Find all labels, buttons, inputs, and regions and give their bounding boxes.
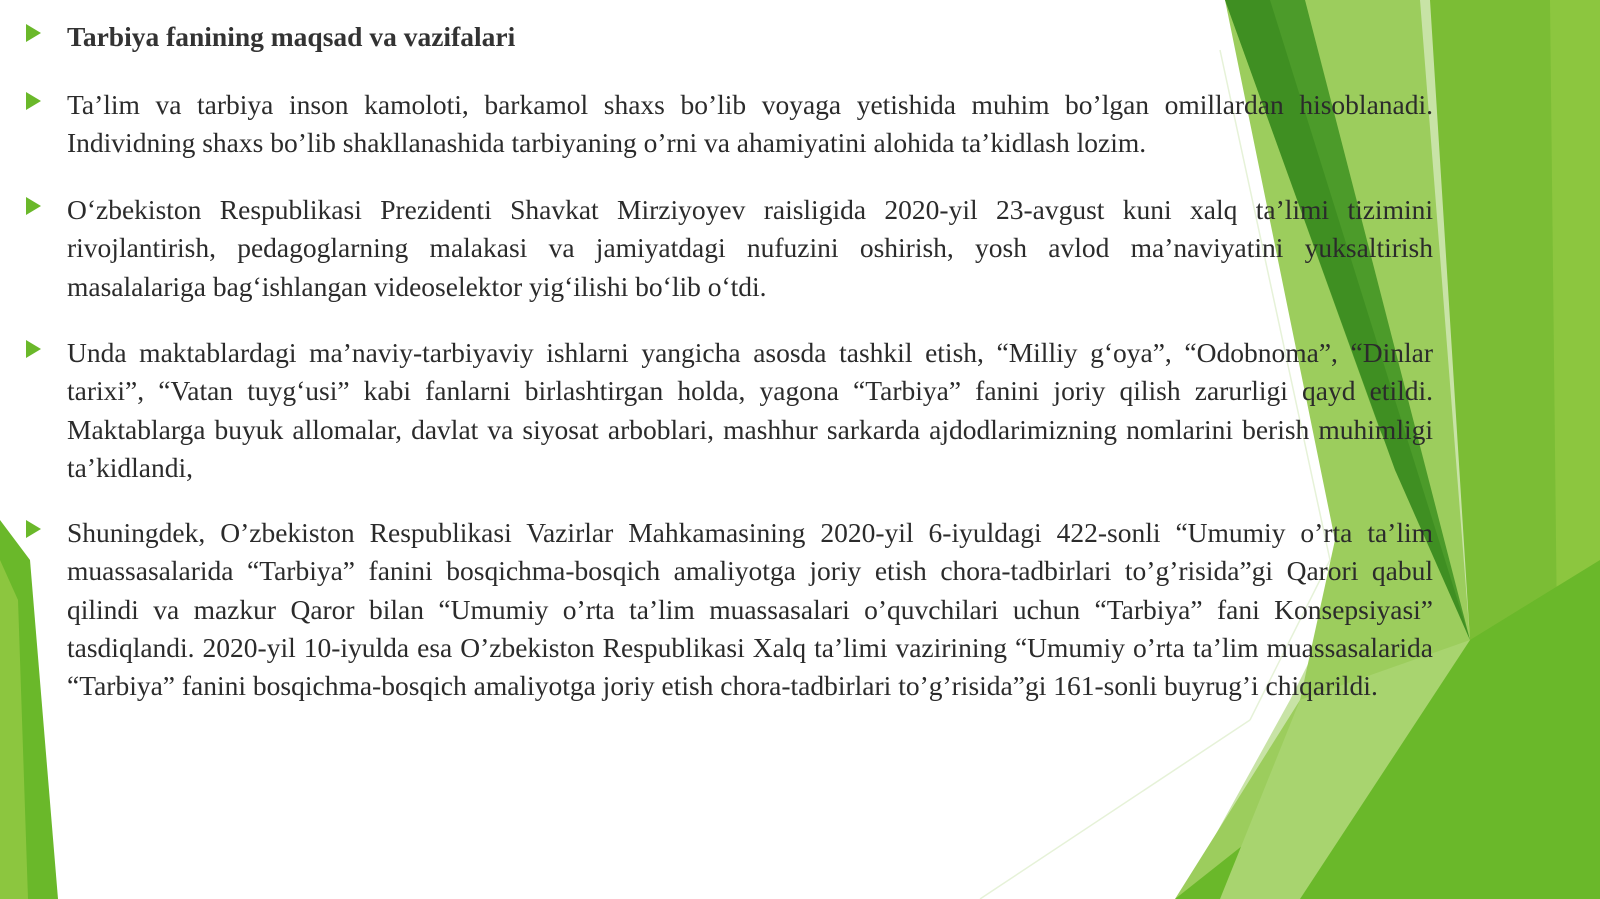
slide-title: Tarbiya fanining maqsad va vazifalari bbox=[67, 21, 516, 52]
bullet-arrow-icon bbox=[26, 92, 41, 110]
bullet-arrow-icon bbox=[26, 24, 41, 42]
bullet-arrow-icon bbox=[26, 197, 41, 215]
paragraph-4: Shuningdek, O’zbekiston Respublikasi Vazirlar Mahkamasining 2020-yil 6-iyuldagi 422-sonli “Umumiy o’rta ta’lim muassasalarida “Tarbiya” fanini bosqichma-bosqich amaliyotga joriy etish chora-tadbirlari to’g’risida”gi Qarori qabul qilindi va mazkur Qaror bilan “Umumiy o’rta ta’lim muassasalari o’quvchilari uchun “Tarbiya” fani Konsepsiyasi” tasdiqlandi. 2020-yil 10-iyulda esa O’zbekiston Respublikasi Xalq ta’limi vazirining “Umumiy o’rta ta’lim muassasalarida “Tarbiya” fanini bosqichma-bosqich amaliyotga joriy etish chora-tadbirlari to’g’risida”gi 161-sonli buyrug’i chiqarildi. bbox=[67, 517, 1433, 702]
bullet-arrow-icon bbox=[26, 520, 41, 538]
bullet-arrow-icon bbox=[26, 340, 41, 358]
paragraph-1: Ta’lim va tarbiya inson kamoloti, barkamol shaxs bo’lib voyaga yetishida muhim bo’lgan omillardan hisoblanadi. Individning shaxs bo’lib shakllanashida tarbiyaning o’rni va ahamiyatini alohida ta’kidlash lozim. bbox=[67, 89, 1433, 159]
paragraph-3: Unda maktablardagi ma’naviy-tarbiyaviy ishlarni yangicha asosda tashkil etish, “Milliy g‘oya”, “Odobnoma”, “Dinlar tarixi”, “Vatan tuyg‘usi” kabi fanlarni birlashtirgan holda, yagona “Tarbiya” fanini joriy qilish zarurligi qayd etildi. Maktablarga buyuk allomalar, davlat va siyosat arboblari, mashhur sarkarda ajdodlarimizning nomlarini berish muhimligi ta’kidlandi, bbox=[67, 337, 1433, 483]
paragraph-2: O‘zbekiston Respublikasi Prezidenti Shavkat Mirziyoyev raisligida 2020-yil 23-avgust kuni xalq ta’limi tizimini rivojlantirish, pedagoglarning malakasi va jamiyatdagi nufuzini oshirish, yosh avlod ma’naviyatini yuksaltirish masalalariga bag‘ishlangan videoselektor yig‘ilishi bo‘lib o‘tdi. bbox=[67, 194, 1433, 302]
